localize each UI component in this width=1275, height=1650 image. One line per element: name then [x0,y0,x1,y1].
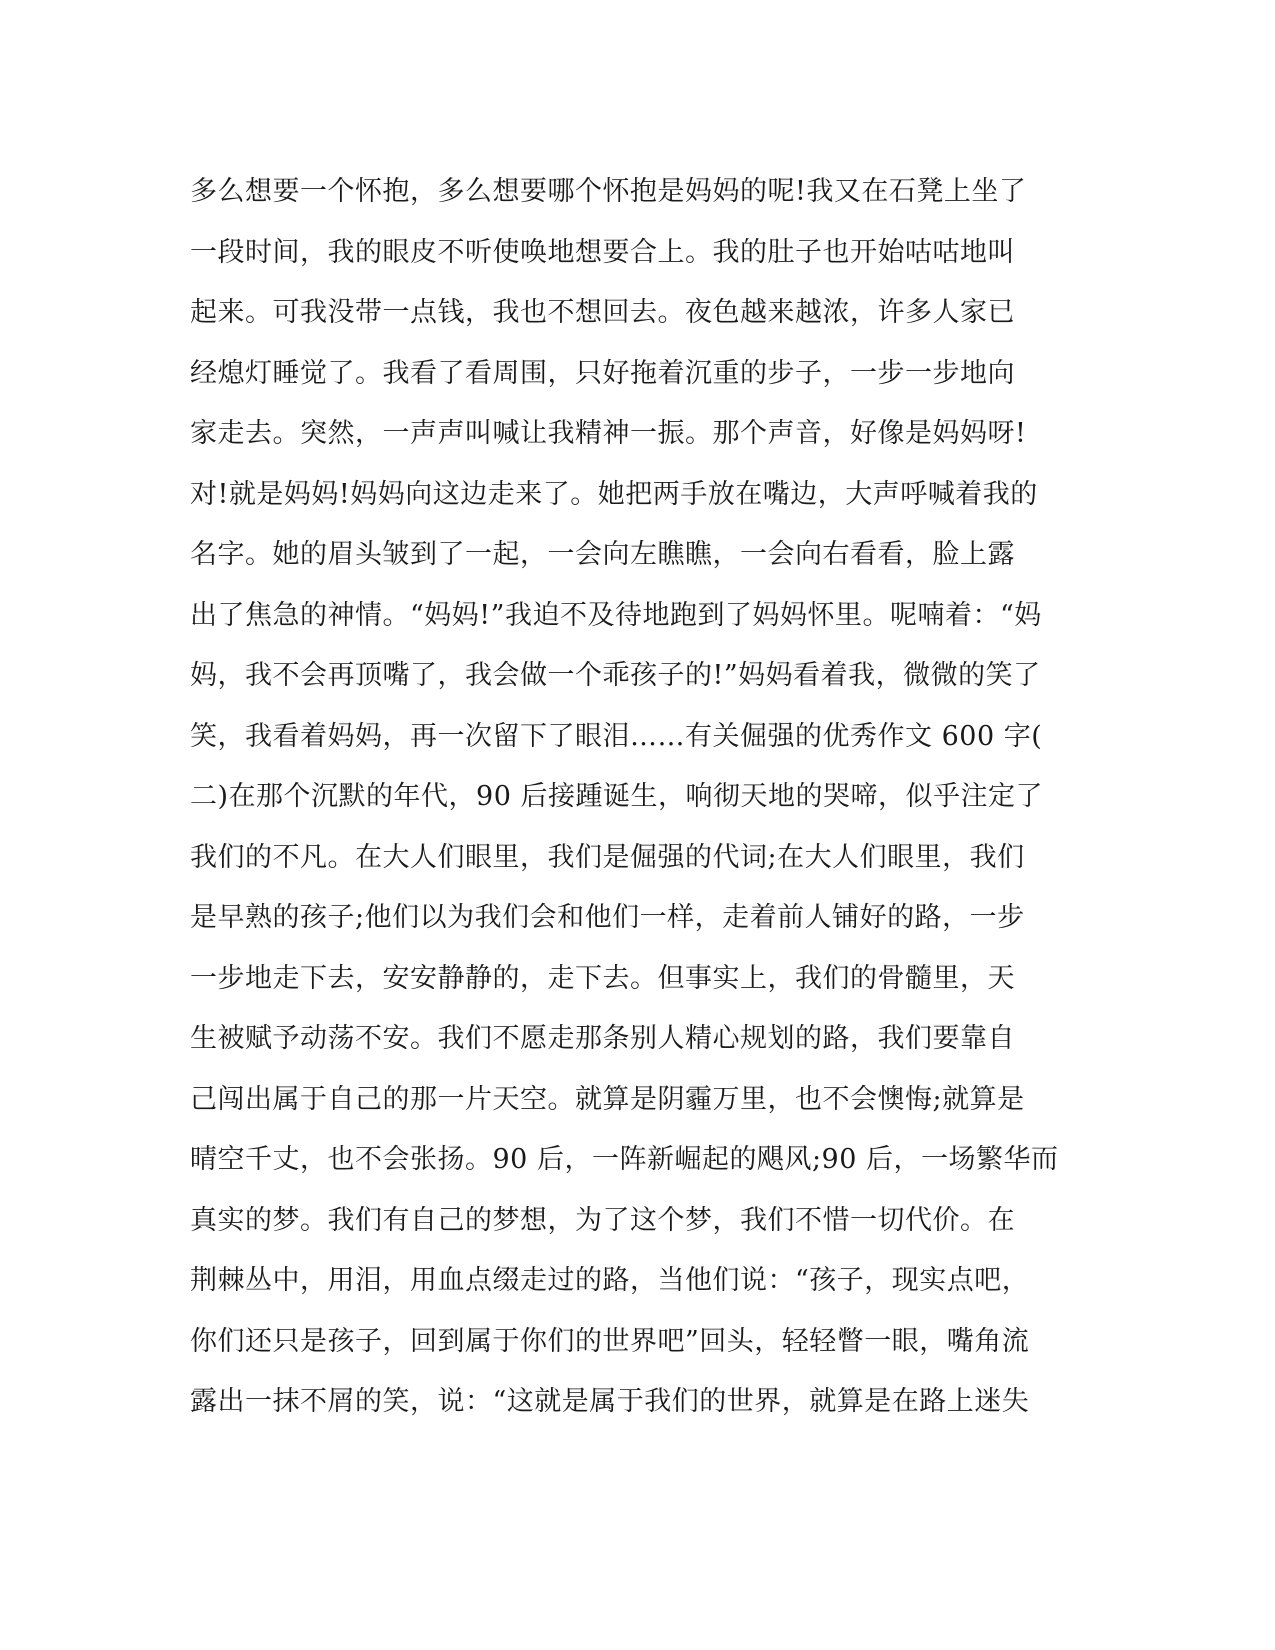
body-text [190,162,1090,1433]
text-line: 己闯出属于自己的那一片天空。就算是阴霾万里，也不会懊悔;就算是 [190,1083,1025,1115]
text-line: 名字。她的眉头皱到了一起，一会向左瞧瞧，一会向右看看，脸上露 [190,539,1015,570]
text-line: 是早熟的孩子;他们以为我们会和他们一样，走着前人铺好的路，一步 [190,902,1025,933]
text-line: 二)在那个沉默的年代，90 后接踵诞生，响彻天地的哭啼，似乎注定了 [190,781,1043,812]
text-line: 晴空千丈，也不会张扬。90 后，一阵新崛起的飓风;90 后，一场繁华而 [190,1144,1059,1175]
text-line: 一段时间，我的眼皮不听使唤地想要合上。我的肚子也开始咕咕地叫 [190,236,1015,268]
text-line: 笑，我看着妈妈，再一次留下了眼泪……有关倔强的优秀作文 600 字( [190,720,1043,752]
text-line: 我们的不凡。在大人们眼里，我们是倔强的代词;在大人们眼里，我们 [190,841,1025,873]
text-line: 真实的梦。我们有自己的梦想，为了这个梦，我们不惜一切代价。在 [190,1204,1015,1236]
text-line: 家走去。突然，一声声叫喊让我精神一振。那个声音，好像是妈妈呀! [190,418,1027,449]
text-line: 对!就是妈妈!妈妈向这边走来了。她把两手放在嘴边，大声呼喊着我的 [190,478,1038,510]
text-line: 露出一抹不屑的笑，说：“这就是属于我们的世界，就算是在路上迷失 [190,1386,1030,1417]
text-line: 生被赋予动荡不安。我们不愿走那条别人精心规划的路，我们要靠自 [190,1023,1015,1054]
text-line: 经熄灯睡觉了。我看了看周围，只好拖着沉重的步子，一步一步地向 [190,357,1015,389]
text-line: 荆棘丛中，用泪，用血点缀走过的路，当他们说：“孩子，现实点吧， [190,1265,1030,1296]
text-line: 你们还只是孩子，回到属于你们的世界吧”回头，轻轻瞥一眼，嘴角流 [190,1325,1030,1357]
text-line: 一步地走下去，安安静静的，走下去。但事实上，我们的骨髓里，天 [190,962,1015,994]
text-line: 妈，我不会再顶嘴了，我会做一个乖孩子的!”妈妈看着我，微微的笑了 [190,660,1041,691]
text-line: 多么想要一个怀抱，多么想要哪个怀抱是妈妈的呢!我又在石凳上坐了 [190,176,1027,207]
text-line: 起来。可我没带一点钱，我也不想回去。夜色越来越浓，许多人家已 [190,297,1015,328]
text-line: 出了焦急的神情。“妈妈!”我迫不及待地跑到了妈妈怀里。呢喃着：“妈 [190,599,1042,631]
